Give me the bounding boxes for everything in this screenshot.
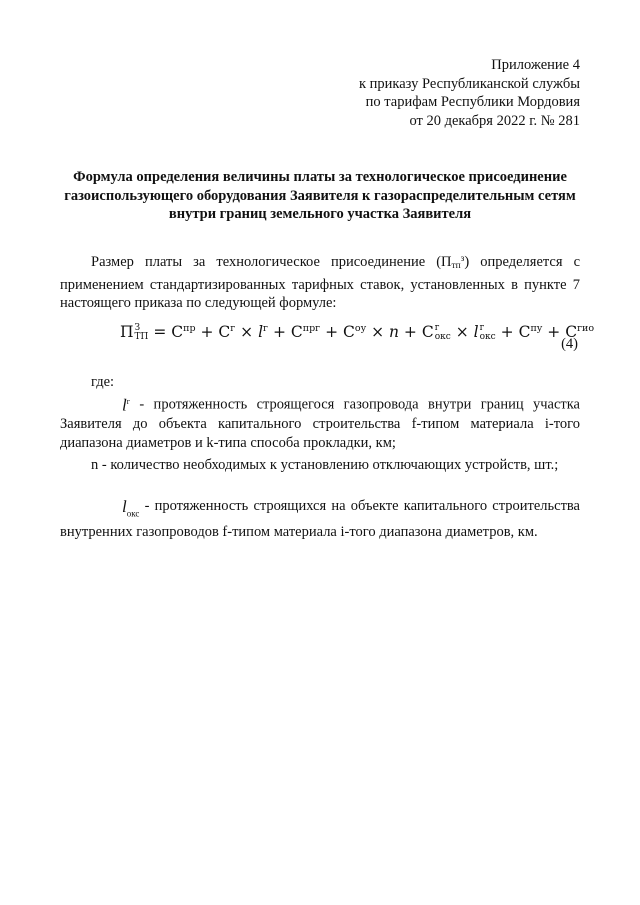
formula-lhs-sub: ТП [134,332,149,343]
definition-l-oks-text: - протяженность строящихся на объекте капитального строительства внутренних газопроводов f-типом материала i-того диапазона диаметров, км. [60,498,580,540]
order-date: от 20 декабря 2022 г. № 281 [409,112,580,129]
formula-plus-4: + [399,323,422,342]
symbol-l-oks-letter: l [122,497,127,516]
formula-eq: = [148,323,172,342]
intro-text-after: ) определяется с применением стандартизированных тарифных ставок, установленных в пункте 7 настоящего приказа по следующей формуле: [60,254,580,311]
formula-4 [120,323,594,342]
issuer-line: по тарифам Республики Мордовия [365,94,580,110]
intro-text-before: Размер платы за технологическое присоединение (П [91,254,452,270]
formula-c-g-sup: г [230,323,236,334]
formula-c-ou-sup: оу [354,323,367,334]
symbol-l-g [91,393,130,415]
formula-c-prg-sup: прг [302,323,321,334]
formula-c-oks-sup: г [434,323,440,334]
formula-c-pu: С [518,323,531,342]
formula-c-pr-sup: пр [183,323,196,334]
symbol-l-oks-sub: окс [126,508,140,519]
formula-plus-5: + [495,323,519,342]
where-label: где: [91,374,115,390]
formula-l-oks-sub: окс [479,332,496,343]
formula-c-ou: С [342,323,355,342]
formula-c-oks-sub: окс [434,332,451,343]
formula-l-oks-sup: г [479,323,485,334]
formula-plus-3: + [320,323,343,342]
formula-lhs-sup: З [134,323,141,334]
formula-l-oks: l [473,323,479,342]
order-reference: к приказу Республиканской службы [358,75,580,92]
definition-n: n - количество необходимых к установлению отключающих устройств, шт.; [91,457,559,473]
intro-paragraph [60,249,580,313]
formula-c-gio-sup: гио [577,323,595,334]
equation-number: (4) [561,336,578,352]
formula-plus-2: + [268,323,291,342]
formula-times-2: × [366,323,390,342]
definition-l-g [60,393,580,452]
formula-c-pu-sup: пу [530,323,543,334]
symbol-l-oks [91,498,139,523]
formula-c-prg: С [290,323,303,342]
intro-sub: тп [451,261,461,271]
formula-plus-6: + [542,323,566,342]
appendix-number: Приложение 4 [491,57,580,73]
formula-c-gio: С [565,323,578,342]
document-title: Формула определения величины платы за технологическое присоединение газоиспользующего оборудования Заявителя к газораспределительным сетям внутри границ земельного участка Заявителя [64,169,576,222]
formula-l-sup: г [263,323,269,334]
intro-sup: з [460,253,465,263]
formula-plus-1: + [195,323,219,342]
symbol-l-g-letter: l [122,395,127,415]
formula-lhs: П [120,323,134,342]
formula-times-1: × [235,323,259,342]
formula-c-pr: С [171,323,184,342]
formula-l: l [258,323,264,342]
definition-l-oks [60,497,580,541]
appendix-header [359,56,580,130]
formula-c-oks: С [421,323,434,342]
formula-n: n [389,323,399,342]
definition-l-g-text: - протяженность строящегося газопровода внутри границ участка Заявителя до объекта капитального строительства f-типом материала i-того диапазона диаметров и k-типа способа прокладки, км; [60,396,580,451]
formula-c-g: С [218,323,231,342]
formula-times-3: × [450,323,474,342]
symbol-l-g-sup: г [126,397,131,406]
